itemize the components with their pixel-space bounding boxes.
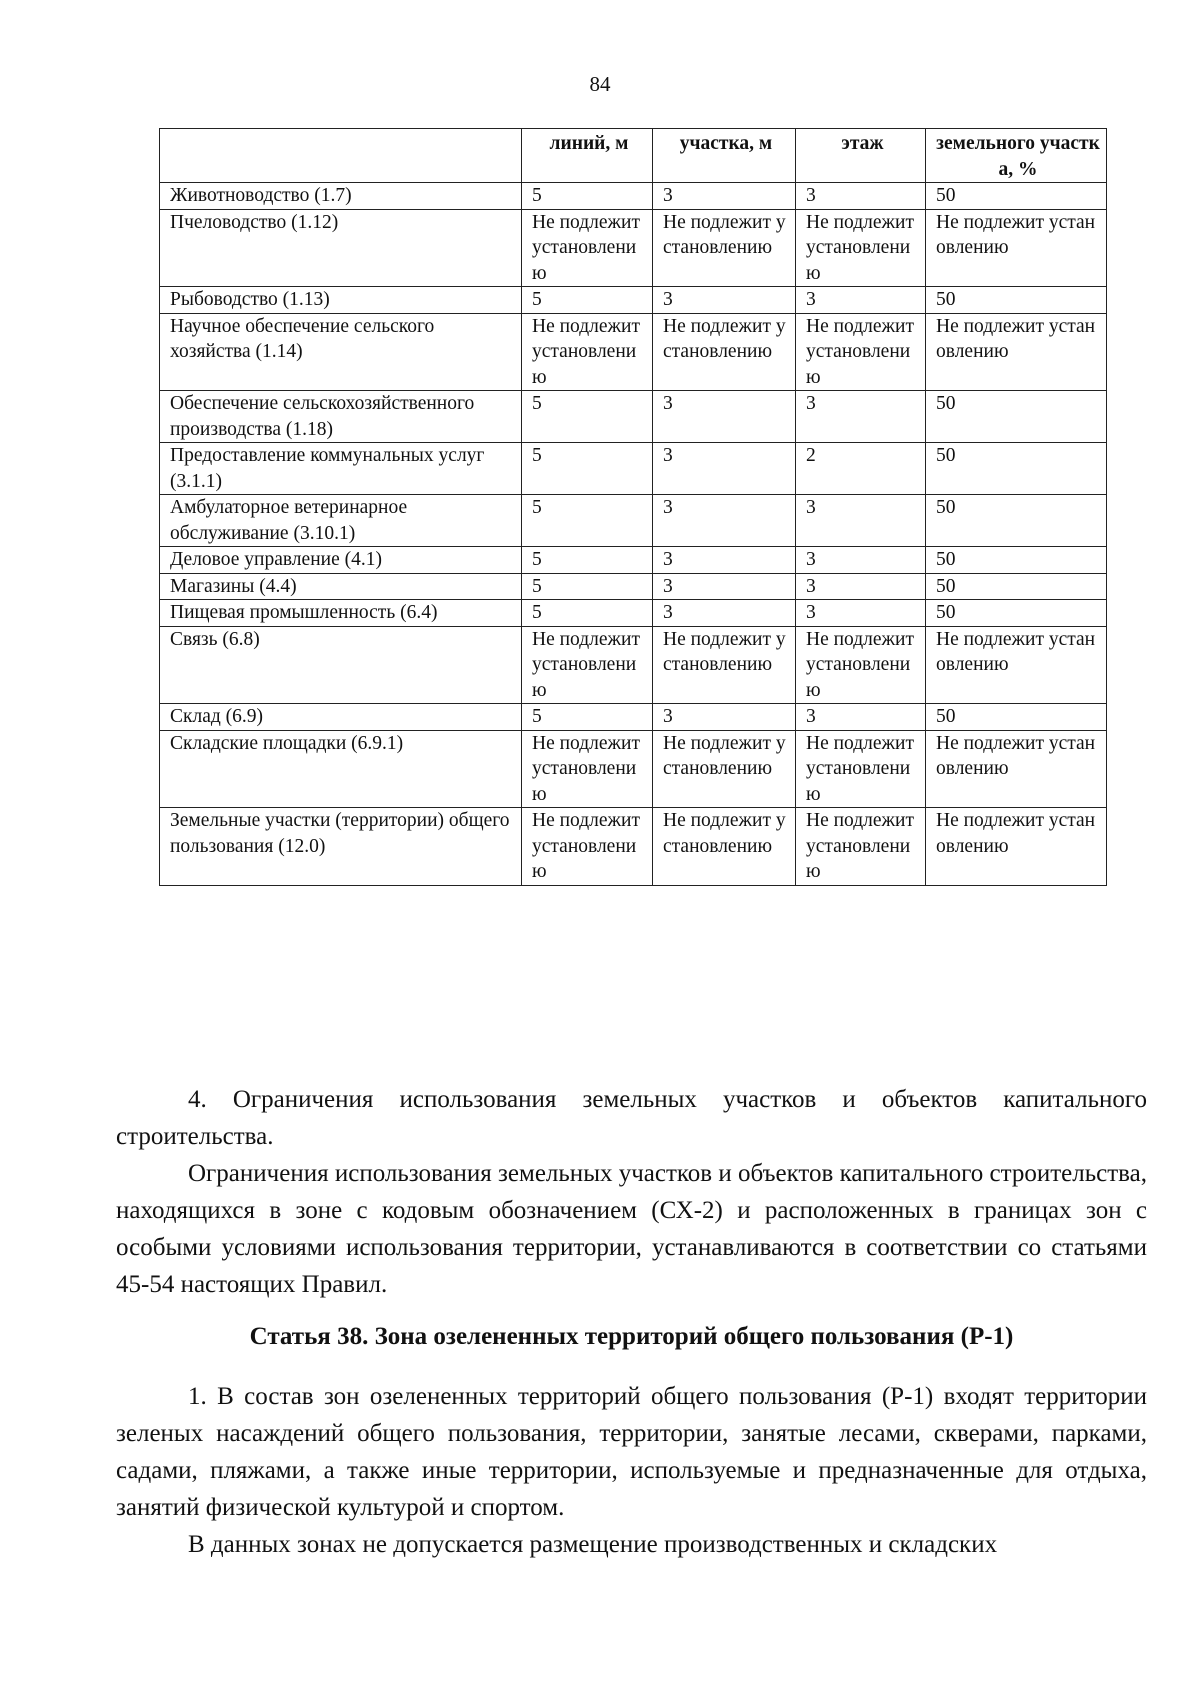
page-number: 84 [589,72,611,96]
value-cell: 3 [653,573,796,600]
value-cell: 3 [653,183,796,210]
value-cell: Не подлежит установлению [926,730,1107,808]
value-cell: 5 [522,704,653,731]
value-cell: Не подлежит установлению [796,730,926,808]
value-cell: Не подлежит установлению [522,626,653,704]
table-row [160,391,1107,443]
row-label-cell: Рыбоводство (1.13) [160,287,522,314]
value-cell: 5 [522,573,653,600]
value-cell: 3 [796,287,926,314]
header-cell: этаж [796,129,926,183]
value-cell: Не подлежит установлению [796,626,926,704]
table-row [160,313,1107,391]
table-row [160,287,1107,314]
value-cell: Не подлежит установлению [926,313,1107,391]
row-label-cell: Земельные участки (территории) общего пользования (12.0) [160,808,522,886]
table-header-row [160,129,1107,183]
value-cell: 3 [796,183,926,210]
table-row [160,704,1107,731]
value-cell: 50 [926,391,1107,443]
value-cell: 3 [796,391,926,443]
row-label-cell: Предоставление коммунальных услуг (3.1.1) [160,443,522,495]
value-cell: Не подлежит установлению [653,313,796,391]
table-row [160,573,1107,600]
value-cell: 50 [926,443,1107,495]
value-cell: Не подлежит установлению [522,808,653,886]
restrictions-section [116,1081,1147,1303]
header-cell [160,129,522,183]
header-cell: земельного участка, % [926,129,1107,183]
value-cell: 3 [796,495,926,547]
value-cell: Не подлежит установлению [796,808,926,886]
table-row [160,183,1107,210]
value-cell: 3 [796,547,926,574]
article-body [116,1378,1147,1563]
value-cell: 3 [796,704,926,731]
value-cell: 5 [522,391,653,443]
row-label-cell: Животноводство (1.7) [160,183,522,210]
row-label-cell: Склад (6.9) [160,704,522,731]
value-cell: Не подлежит установлению [796,209,926,287]
value-cell: Не подлежит установлению [653,730,796,808]
value-cell: 5 [522,443,653,495]
value-cell: 50 [926,600,1107,627]
row-label-cell: Складские площадки (6.9.1) [160,730,522,808]
row-label-cell: Научное обеспечение сельского хозяйства (1.14) [160,313,522,391]
value-cell: 5 [522,495,653,547]
header-cell: участка, м [653,129,796,183]
value-cell: 50 [926,287,1107,314]
value-cell: 50 [926,183,1107,210]
value-cell: Не подлежит установлению [522,313,653,391]
paragraph: Ограничения использования земельных участков и объектов капитального строительства, находящихся в зоне с кодовым обозначением (СХ-2) и расположенных в границах зон с особыми условиями использования территории, устанавливаются в соответствии со статьями 45-54 настоящих Правил. [116,1160,1147,1298]
row-label-cell: Амбулаторное ветеринарное обслуживание (3.10.1) [160,495,522,547]
table-row [160,626,1107,704]
table-row [160,443,1107,495]
paragraph: 1. В состав зон озелененных территорий общего пользования (Р-1) входят территории зеленых насаждений общего пользования, территории, занятые лесами, скверами, парками, садами, пляжами, а также иные территории, используемые и предназначенные для отдыха, занятий физической культурой и спортом. [116,1383,1147,1521]
value-cell: 5 [522,183,653,210]
value-cell: Не подлежит установлению [796,313,926,391]
table-row [160,209,1107,287]
row-label-cell: Обеспечение сельскохозяйственного производства (1.18) [160,391,522,443]
value-cell: Не подлежит установлению [653,209,796,287]
value-cell: 3 [653,443,796,495]
row-label-cell: Магазины (4.4) [160,573,522,600]
value-cell: 2 [796,443,926,495]
value-cell: 3 [653,704,796,731]
table-row [160,547,1107,574]
value-cell: 50 [926,704,1107,731]
row-label-cell: Пчеловодство (1.12) [160,209,522,287]
table-row [160,808,1107,886]
value-cell: 3 [796,600,926,627]
value-cell: 50 [926,547,1107,574]
value-cell: Не подлежит установлению [926,209,1107,287]
regulations-table [159,128,1107,886]
row-label-cell: Деловое управление (4.1) [160,547,522,574]
value-cell: 3 [796,573,926,600]
table-row [160,600,1107,627]
value-cell: 3 [653,495,796,547]
paragraph: 4. Ограничения использования земельных участков и объектов капитального строительства. [116,1086,1147,1150]
value-cell: Не подлежит установлению [522,209,653,287]
value-cell: 5 [522,547,653,574]
value-cell: 50 [926,495,1107,547]
row-label-cell: Связь (6.8) [160,626,522,704]
table-row [160,730,1107,808]
value-cell: Не подлежит установлению [926,808,1107,886]
table-row [160,495,1107,547]
value-cell: Не подлежит установлению [653,808,796,886]
value-cell: 5 [522,600,653,627]
header-cell: линий, м [522,129,653,183]
article-heading: Статья 38. Зона озелененных территорий общего пользования (Р-1) [249,1323,1014,1350]
value-cell: Не подлежит установлению [926,626,1107,704]
value-cell: 3 [653,287,796,314]
value-cell: 50 [926,573,1107,600]
value-cell: 3 [653,547,796,574]
paragraph: В данных зонах не допускается размещение производственных и складских [188,1531,998,1558]
value-cell: 3 [653,600,796,627]
row-label-cell: Пищевая промышленность (6.4) [160,600,522,627]
value-cell: Не подлежит установлению [522,730,653,808]
value-cell: 3 [653,391,796,443]
value-cell: 5 [522,287,653,314]
value-cell: Не подлежит установлению [653,626,796,704]
